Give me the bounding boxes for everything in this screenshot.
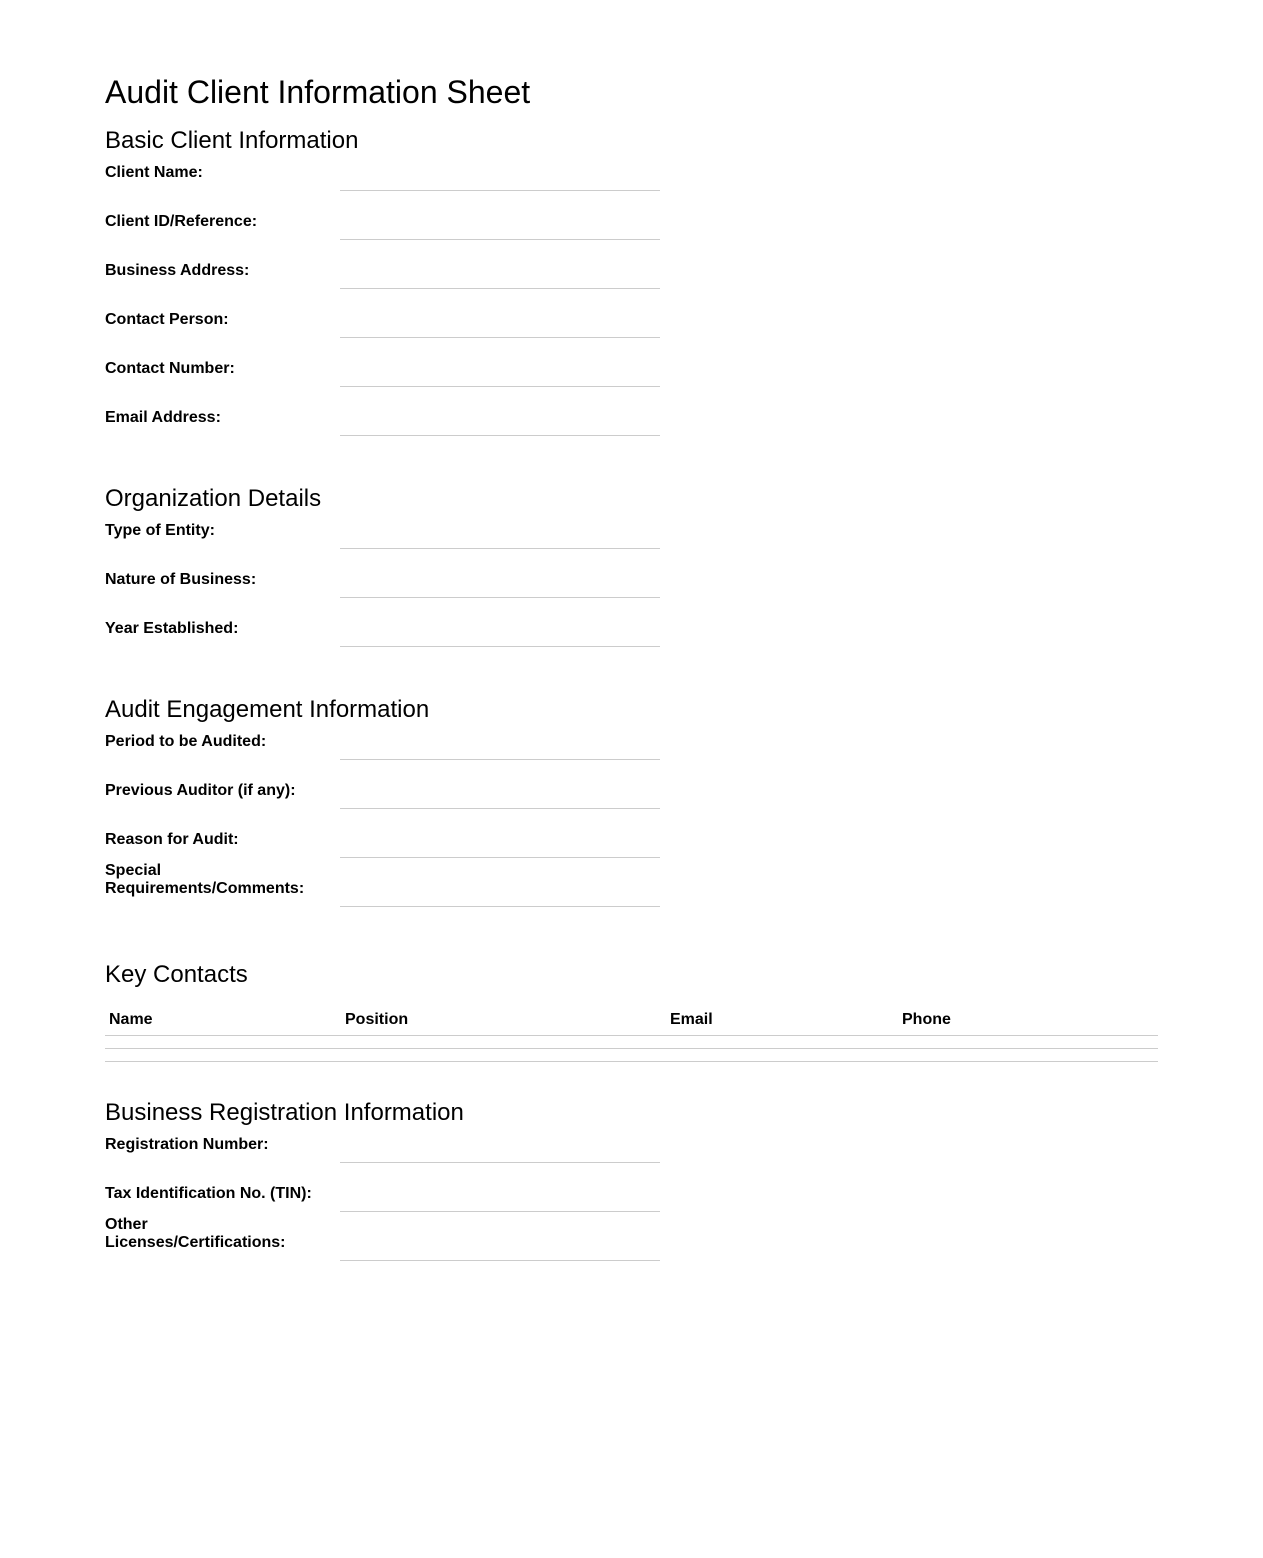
contact-name-cell[interactable] [105, 1036, 341, 1049]
client-id-label: Client ID/Reference: [105, 213, 258, 230]
contact-position-cell[interactable] [341, 1049, 666, 1062]
year-established-row [105, 609, 660, 658]
column-header-name: Name [105, 1011, 341, 1036]
business-address-label: Business Address: [105, 262, 250, 279]
year-established-field[interactable] [340, 646, 660, 647]
section-business-registration-information [105, 1098, 1158, 1251]
reason-for-audit-field[interactable] [340, 857, 660, 858]
email-address-label: Email Address: [105, 409, 221, 426]
table-header-row [105, 1011, 1158, 1036]
contact-person-label: Contact Person: [105, 311, 229, 328]
special-requirements-label: Special Requirements/Comments: [105, 862, 305, 897]
nature-of-business-row [105, 560, 660, 609]
document-title: Audit Client Information Sheet [105, 74, 531, 110]
previous-auditor-row [105, 771, 660, 820]
column-header-email: Email [666, 1011, 898, 1036]
section-title: Basic Client Information [105, 127, 359, 154]
type-of-entity-label: Type of Entity: [105, 522, 215, 539]
previous-auditor-label: Previous Auditor (if any): [105, 782, 296, 799]
section-title: Key Contacts [105, 961, 248, 988]
period-audited-label: Period to be Audited: [105, 733, 267, 750]
client-name-row [105, 153, 660, 202]
column-header-phone: Phone [898, 1011, 1158, 1036]
business-address-row [105, 251, 660, 300]
contact-person-row [105, 300, 660, 349]
period-audited-row [105, 722, 660, 771]
special-requirements-field[interactable] [340, 906, 660, 907]
client-name-label: Client Name: [105, 164, 203, 181]
client-id-row [105, 202, 660, 251]
contact-number-row [105, 349, 660, 398]
previous-auditor-field[interactable] [340, 808, 660, 809]
contact-person-field[interactable] [340, 337, 660, 338]
contact-number-label: Contact Number: [105, 360, 235, 377]
table-row [105, 1049, 1158, 1062]
client-name-field[interactable] [340, 190, 660, 191]
section-title: Organization Details [105, 485, 322, 512]
contact-phone-cell[interactable] [898, 1036, 1158, 1049]
table-row [105, 1036, 1158, 1049]
special-requirements-row [105, 862, 660, 918]
client-id-field[interactable] [340, 239, 660, 240]
contact-email-cell[interactable] [666, 1049, 898, 1062]
period-audited-field[interactable] [340, 759, 660, 760]
section-title: Business Registration Information [105, 1099, 464, 1126]
contact-number-field[interactable] [340, 386, 660, 387]
type-of-entity-row [105, 511, 660, 560]
type-of-entity-field[interactable] [340, 548, 660, 549]
reason-for-audit-label: Reason for Audit: [105, 831, 239, 848]
contact-name-cell[interactable] [105, 1049, 341, 1062]
email-address-field[interactable] [340, 435, 660, 436]
nature-of-business-field[interactable] [340, 597, 660, 598]
column-header-position: Position [341, 1011, 666, 1036]
contact-position-cell[interactable] [341, 1036, 666, 1049]
other-licenses-field[interactable] [340, 1260, 660, 1261]
contact-phone-cell[interactable] [898, 1049, 1158, 1062]
registration-number-field[interactable] [340, 1162, 660, 1163]
email-address-row [105, 398, 660, 447]
registration-number-row [105, 1125, 660, 1174]
contact-email-cell[interactable] [666, 1036, 898, 1049]
section-title: Audit Engagement Information [105, 696, 430, 723]
business-address-field[interactable] [340, 288, 660, 289]
year-established-label: Year Established: [105, 620, 239, 637]
tin-label: Tax Identification No. (TIN): [105, 1185, 312, 1202]
nature-of-business-label: Nature of Business: [105, 571, 257, 588]
other-licenses-row [105, 1216, 660, 1272]
section-organization-details [105, 484, 1158, 637]
section-key-contacts [105, 960, 1158, 1028]
other-licenses-label: Other Licenses/Certifications: [105, 1216, 286, 1251]
registration-number-label: Registration Number: [105, 1136, 269, 1153]
section-basic-client-information [105, 126, 1158, 426]
section-audit-engagement-information [105, 695, 1158, 897]
tin-field[interactable] [340, 1211, 660, 1212]
key-contacts-table [105, 1011, 1158, 1062]
